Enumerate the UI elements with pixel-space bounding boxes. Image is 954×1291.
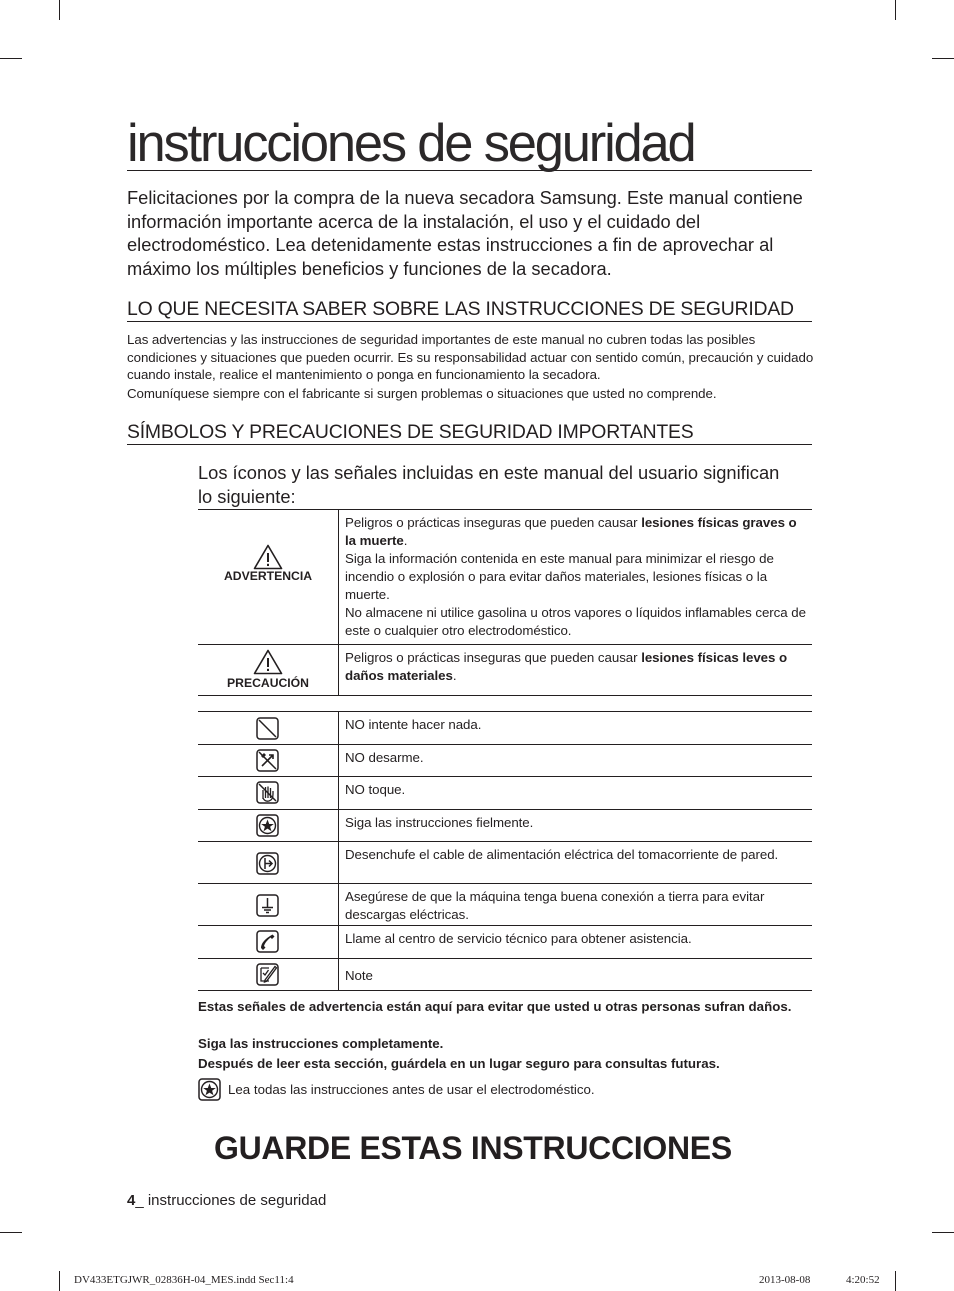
section-body-2: Comuníquese siempre con el fabricante si surgen problemas o situaciones que usted no comprende. bbox=[127, 386, 717, 401]
crop-mark bbox=[0, 1232, 22, 1233]
follow-instructions-icon bbox=[256, 814, 279, 837]
page-number: 4 bbox=[127, 1192, 136, 1209]
slug-date: 2013-08-08 bbox=[759, 1274, 811, 1286]
warning-line-1 bbox=[345, 514, 806, 550]
symbol-row bbox=[198, 809, 812, 841]
caution-line-1-post: . bbox=[452, 668, 457, 683]
crop-mark bbox=[59, 0, 60, 20]
symbol-text: Asegúrese de que la máquina tenga buena conexión a tierra para evitar descargas eléctricas. bbox=[345, 889, 765, 922]
warning-line-1-pre: Peligros o prácticas inseguras que pueden causar bbox=[345, 515, 642, 530]
table-divider bbox=[198, 695, 812, 696]
read-all-note bbox=[198, 1077, 595, 1101]
warning-label: ADVERTENCIA bbox=[223, 569, 313, 583]
table-intro: Los íconos y las señales incluidas en este manual del usuario significan lo siguiente: bbox=[198, 462, 780, 507]
warning-triangle-icon bbox=[253, 544, 283, 570]
crop-mark bbox=[895, 0, 896, 20]
symbol-icon-cell bbox=[198, 842, 339, 883]
symbol-text: NO toque. bbox=[345, 782, 406, 797]
crop-mark bbox=[0, 58, 22, 59]
symbol-icon-cell bbox=[198, 926, 339, 958]
symbol-text: NO intente hacer nada. bbox=[345, 717, 482, 732]
caution-row bbox=[198, 644, 812, 696]
page-title: instrucciones de seguridad bbox=[127, 118, 812, 171]
warning-line-1-bold: lesiones físicas graves o la muerte bbox=[345, 515, 797, 548]
warning-line-2: Siga la información contenida en este manual para minimizar el riesgo de incendio o explosión o para evitar daños materiales, lesiones físicas o la muerte. bbox=[345, 551, 774, 602]
footer-label: _ instrucciones de seguridad bbox=[135, 1192, 327, 1209]
symbol-row bbox=[198, 925, 812, 958]
crop-mark bbox=[932, 1232, 954, 1233]
caution-text bbox=[339, 645, 812, 696]
symbol-text: Note bbox=[345, 968, 373, 983]
section-heading-instructions: LO QUE NECESITA SABER SOBRE LAS INSTRUCCIONES DE SEGURIDAD bbox=[127, 298, 812, 322]
symbol-row bbox=[198, 883, 812, 925]
slug-file: DV433ETGJWR_02836H-04_MES.indd Sec11:4 bbox=[74, 1274, 294, 1286]
intro-paragraph: Felicitaciones por la compra de la nueva secadora Samsung. Este manual contiene información importante acerca de la instalación, el uso y el cuidado del electrodoméstico. Lea detenidamente estas instrucciones a fin de aprovechar al máximo los múltiples beneficios y funciones de la secadora. bbox=[127, 187, 803, 279]
caution-line-1-bold: lesiones físicas leves o daños materiales bbox=[345, 650, 788, 683]
symbol-row bbox=[198, 711, 812, 744]
unplug-icon bbox=[256, 852, 279, 875]
ground-icon bbox=[256, 894, 279, 917]
crop-mark bbox=[59, 1271, 60, 1291]
section-heading-symbols: SÍMBOLOS Y PRECAUCIONES DE SEGURIDAD IMPORTANTES bbox=[127, 421, 812, 445]
no-disassemble-icon bbox=[256, 749, 279, 772]
note-keep: Después de leer esta sección, guárdela en un lugar seguro para consultas futuras. bbox=[198, 1056, 720, 1071]
note-warning-purpose: Estas señales de advertencia están aquí para evitar que usted u otras personas sufran daños. bbox=[198, 999, 792, 1014]
read-all-text: Lea todas las instrucciones antes de usar el electrodoméstico. bbox=[228, 1081, 595, 1097]
caution-icon-cell bbox=[198, 645, 339, 696]
symbol-icon-cell bbox=[198, 810, 339, 841]
table-bottom-border bbox=[198, 990, 812, 991]
prohibited-icon bbox=[256, 717, 279, 740]
symbol-text: NO desarme. bbox=[345, 750, 424, 765]
page-footer bbox=[127, 1192, 326, 1209]
symbol-icon-cell bbox=[198, 959, 339, 991]
warning-text bbox=[339, 510, 812, 644]
symbol-text: Desenchufe el cable de alimentación eléctrica del tomacorriente de pared. bbox=[345, 847, 779, 862]
symbol-icon-cell bbox=[198, 777, 339, 809]
warning-line-1-post: . bbox=[403, 533, 408, 548]
crop-mark bbox=[932, 58, 954, 59]
crop-mark bbox=[895, 1271, 896, 1291]
caution-label: PRECAUCIÓN bbox=[227, 676, 309, 690]
follow-instructions-icon bbox=[198, 1078, 221, 1101]
symbol-icon-cell bbox=[198, 745, 339, 776]
warning-row bbox=[198, 509, 812, 644]
warning-icon-cell bbox=[198, 510, 339, 644]
section-body-1: Las advertencias y las instrucciones de seguridad importantes de este manual no cubren todas las posibles condiciones y situaciones que pueden ocurrir. Es su responsabilidad actuar con sentido común, precaución y cuidado cuando instale, realice el mantenimiento o ponga en funcionamiento la secadora. bbox=[127, 332, 814, 383]
symbol-row bbox=[198, 958, 812, 991]
symbol-icon-cell bbox=[198, 712, 339, 744]
note-icon bbox=[256, 963, 279, 986]
symbol-icon-cell bbox=[198, 884, 339, 925]
symbol-row bbox=[198, 776, 812, 809]
note-follow: Siga las instrucciones completamente. bbox=[198, 1036, 444, 1051]
symbol-text: Siga las instrucciones fielmente. bbox=[345, 815, 534, 830]
caution-line-1-pre: Peligros o prácticas inseguras que pueden causar bbox=[345, 650, 642, 665]
no-touch-icon bbox=[256, 781, 279, 804]
symbol-text: Llame al centro de servicio técnico para obtener asistencia. bbox=[345, 931, 692, 946]
warning-line-3: No almacene ni utilice gasolina u otros vapores o líquidos inflamables cerca de este o cualquier otro electrodoméstico. bbox=[345, 605, 806, 638]
caution-triangle-icon bbox=[253, 649, 283, 675]
save-instructions-heading: GUARDE ESTAS INSTRUCCIONES bbox=[214, 1130, 732, 1166]
symbol-row bbox=[198, 841, 812, 883]
call-service-icon bbox=[256, 930, 279, 953]
slug-time: 4:20:52 bbox=[846, 1274, 880, 1286]
symbol-row bbox=[198, 744, 812, 776]
